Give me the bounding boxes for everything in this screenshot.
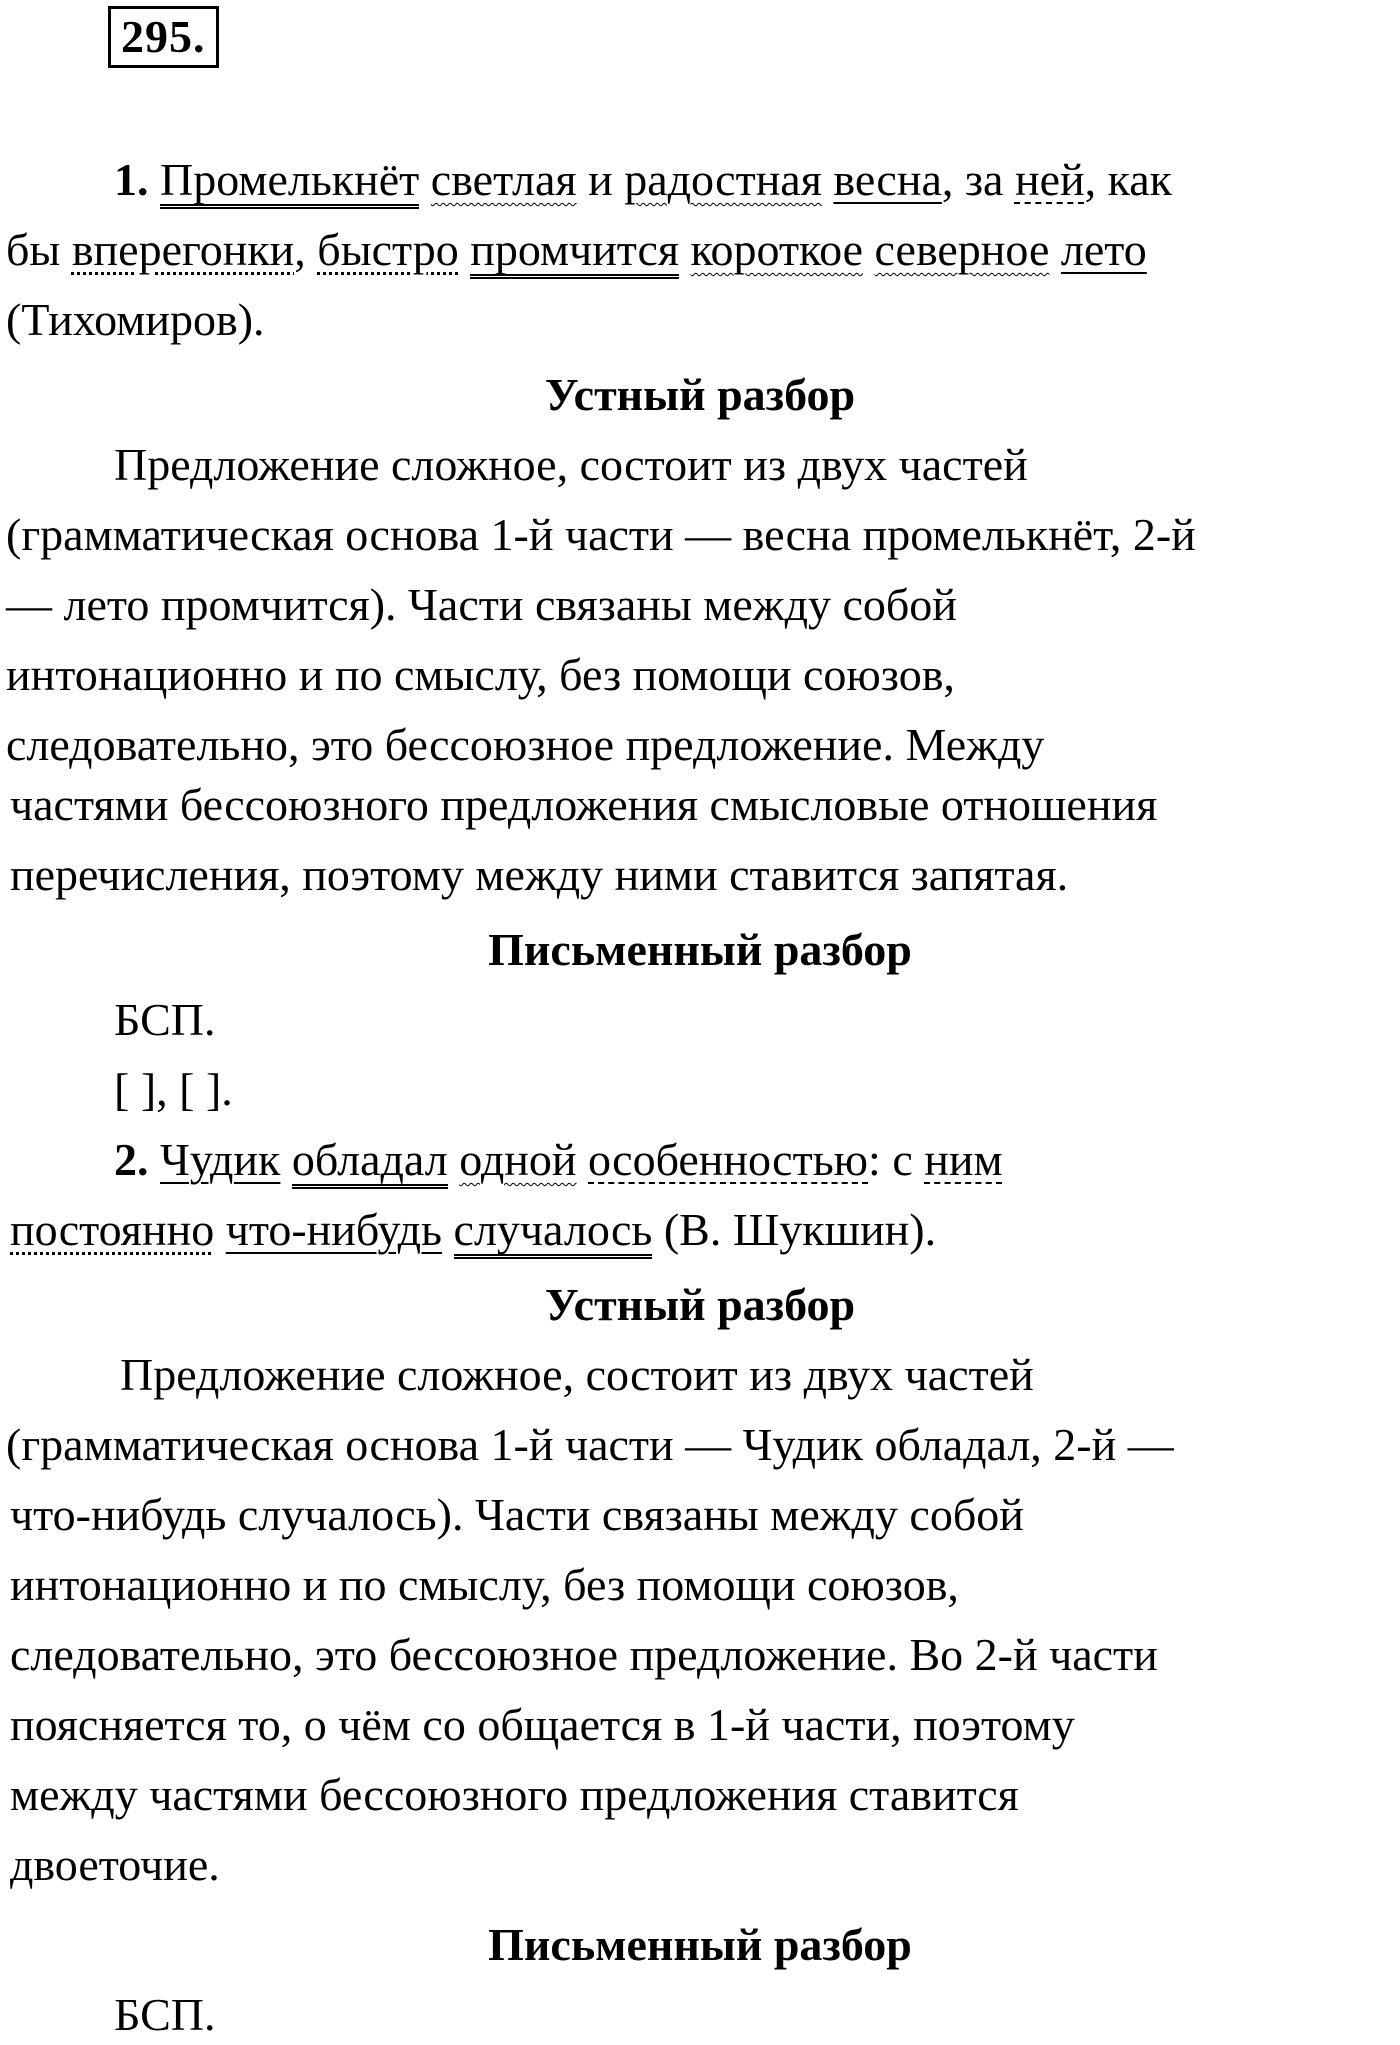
subject: Чудик bbox=[160, 1134, 281, 1185]
object: ним bbox=[924, 1134, 1003, 1185]
attribute: светлая bbox=[430, 154, 577, 205]
subject: лето bbox=[1060, 224, 1147, 275]
attribute: северное bbox=[874, 224, 1050, 275]
oral-2-line: Предложение сложное, состоит из двух частей bbox=[120, 1349, 1034, 1400]
oral-1-line: Предложение сложное, состоит из двух частей bbox=[114, 439, 1028, 490]
adverbial: вперегонки bbox=[71, 224, 295, 275]
oral-heading-1: Устный разбор bbox=[544, 369, 856, 420]
oral-1-line: частями бессоюзного предложения смысловые отношения bbox=[10, 779, 1158, 830]
written-1-scheme: [ ], [ ]. bbox=[114, 1064, 233, 1115]
written-1-line: БСП. bbox=[114, 994, 216, 1045]
written-heading-2: Письменный разбор bbox=[488, 1919, 912, 1970]
predicate: Промелькнёт bbox=[160, 157, 419, 209]
adverbial: быстро bbox=[317, 224, 459, 275]
sentence-1-line-2: бы вперегонки, быстро промчится короткое северное лето bbox=[6, 220, 1392, 280]
oral-2-line: (грамматическая основа 1-й части — Чудик обладал, 2-й — bbox=[6, 1419, 1174, 1470]
oral-1-line: перечисления, поэтому между ними ставится запятая. bbox=[10, 849, 1069, 900]
predicate: обладал bbox=[292, 1137, 448, 1189]
oral-2-line: поясняется то, о чём со общается в 1-й части, поэтому bbox=[10, 1699, 1075, 1750]
oral-1-line: интонационно и по смыслу, без помощи союзов, bbox=[6, 649, 955, 700]
sentence-1-number: 1. bbox=[114, 154, 149, 205]
sentence-2-number: 2. bbox=[114, 1134, 149, 1185]
oral-2-line: что-нибудь случалось). Части связаны между собой bbox=[10, 1489, 1024, 1540]
predicate: промчится bbox=[470, 227, 679, 279]
attribute: одной bbox=[459, 1134, 577, 1185]
oral-1-line: следовательно, это бессоюзное предложение. Между bbox=[6, 719, 1045, 770]
adverbial: постоянно bbox=[10, 1204, 215, 1255]
attribute: радостная bbox=[624, 154, 822, 205]
oral-2-line: двоеточие. bbox=[10, 1839, 220, 1890]
subject: что-нибудь bbox=[225, 1204, 443, 1255]
sentence-2-line-2: постоянно что-нибудь случалось (В. Шукшин). bbox=[10, 1200, 1392, 1260]
written-2-line: БСП. bbox=[114, 1989, 216, 2040]
object: особенностью bbox=[588, 1134, 869, 1185]
oral-1-line: (грамматическая основа 1-й части — весна промелькнёт, 2-й bbox=[6, 509, 1196, 560]
oral-heading-2: Устный разбор bbox=[544, 1279, 856, 1330]
subject: весна bbox=[833, 154, 942, 205]
oral-2-line: интонационно и по смыслу, без помощи союзов, bbox=[10, 1559, 959, 1610]
oral-1-line: — лето промчится). Части связаны между собой bbox=[6, 579, 957, 630]
adverbial: ней bbox=[1014, 154, 1085, 205]
written-heading-1: Письменный разбор bbox=[488, 924, 912, 975]
sentence-1-author: (Тихомиров). bbox=[6, 294, 265, 345]
sentence-1-line-1: 1. Промелькнёт светлая и радостная весна, за ней, как bbox=[6, 150, 1392, 210]
oral-2-line: между частями бессоюзного предложения ставится bbox=[10, 1769, 1019, 1820]
oral-2-line: следовательно, это бессоюзное предложение. Во 2-й части bbox=[10, 1629, 1158, 1680]
attribute: короткое bbox=[690, 224, 864, 275]
predicate: случалось bbox=[454, 1207, 653, 1259]
sentence-2-line-1: 2. Чудик обладал одной особенностью: с ним bbox=[6, 1130, 1392, 1190]
exercise-number: 295. bbox=[108, 6, 219, 68]
